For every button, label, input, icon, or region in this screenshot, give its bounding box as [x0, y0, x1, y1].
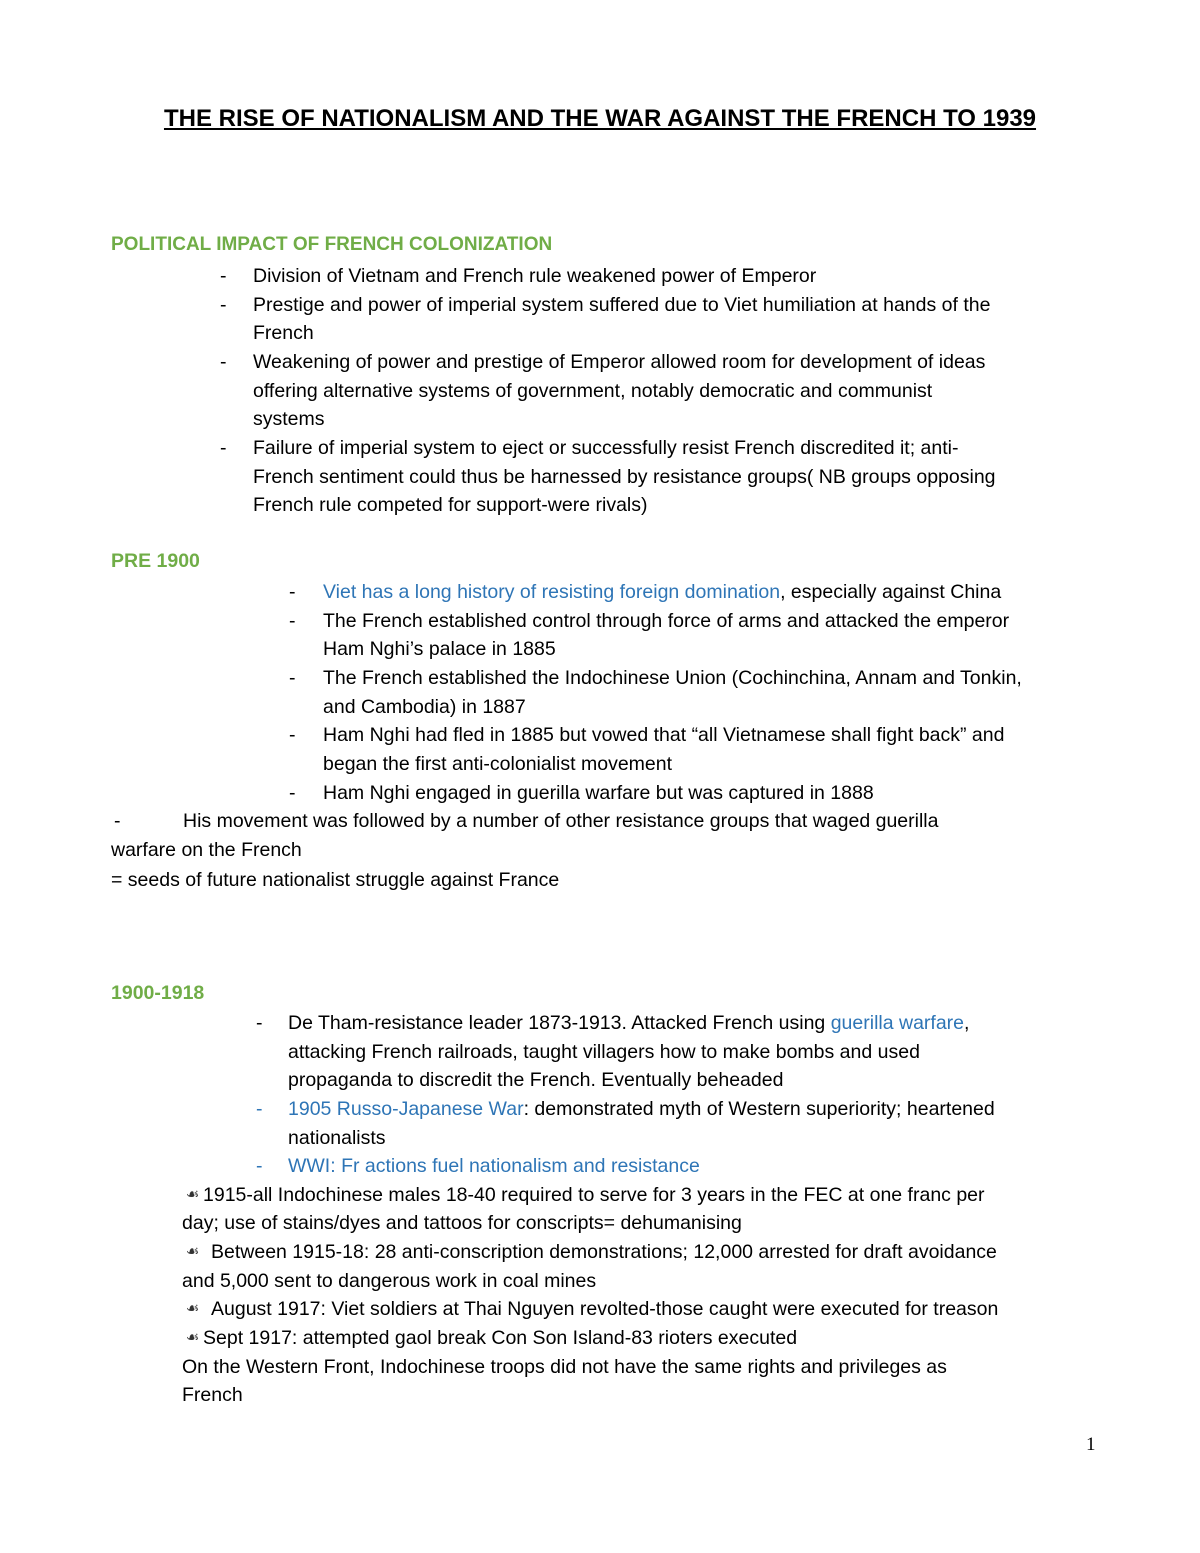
- section-heading-political: POLITICAL IMPACT OF FRENCH COLONIZATION: [111, 234, 553, 255]
- fleuron-icon: ☙: [186, 1186, 200, 1203]
- bullet-text-post: ,: [964, 1012, 970, 1034]
- bullet-text: offering alternative systems of government, notably democratic and communist: [253, 380, 933, 402]
- paragraph-text: French: [182, 1384, 243, 1406]
- bullet-text: Ham Nghi’s palace in 1885: [323, 638, 556, 660]
- bullet-text: attacking French railroads, taught villagers how to make bombs and used: [288, 1041, 920, 1063]
- bullet-dash: -: [256, 1098, 263, 1120]
- bullet-text: systems: [253, 408, 325, 430]
- bullet-text-rest: , especially against China: [780, 581, 1002, 603]
- bullet-text: [288, 1009, 969, 1038]
- link-text: guerilla warfare: [830, 1012, 965, 1034]
- bullet-text: August 1917: Viet soldiers at Thai Nguyen revolted-those caught were executed for treason: [211, 1298, 999, 1320]
- link-text: 1905 Russo-Japanese War: [288, 1098, 524, 1120]
- bullet-dash: -: [289, 724, 296, 746]
- bullet-text: Prestige and power of imperial system suffered due to Viet humiliation at hands of the: [253, 294, 991, 316]
- bullet-text: Division of Vietnam and French rule weakened power of Emperor: [253, 265, 817, 287]
- fleuron-icon: ☙: [186, 1300, 200, 1317]
- bullet-text: The French established the Indochinese Union (Cochinchina, Annam and Tonkin,: [323, 667, 1022, 689]
- bullet-dash: -: [289, 581, 296, 603]
- section-heading-1900-1918: 1900-1918: [111, 982, 205, 1004]
- bullet-text: 1915-all Indochinese males 18-40 required to serve for 3 years in the FEC at one franc per: [203, 1184, 985, 1206]
- page-number: 1: [1086, 1434, 1096, 1455]
- bullet-text: began the first anti-colonialist movement: [323, 753, 673, 775]
- document-title: THE RISE OF NATIONALISM AND THE WAR AGAINST THE FRENCH TO 1939: [163, 105, 1037, 132]
- bullet-text: Ham Nghi had fled in 1885 but vowed that “all Vietnamese shall fight back” and: [323, 724, 1005, 746]
- bullet-text: propaganda to discredit the French. Eventually beheaded: [288, 1069, 784, 1091]
- bullet-dash: -: [256, 1012, 263, 1034]
- bullet-dash: -: [289, 610, 296, 632]
- bullet-dash: -: [114, 810, 121, 832]
- bullet-text: and Cambodia) in 1887: [323, 696, 526, 718]
- paragraph-text: On the Western Front, Indochinese troops did not have the same rights and privileges as: [182, 1356, 947, 1378]
- bullet-text: day; use of stains/dyes and tattoos for conscripts= dehumanising: [182, 1212, 742, 1234]
- bullet-text: WWI: Fr actions fuel nationalism and resistance: [288, 1155, 700, 1177]
- bullet-text: nationalists: [288, 1127, 386, 1149]
- bullet-dash: -: [220, 294, 227, 316]
- fleuron-icon: ☙: [186, 1243, 200, 1260]
- bullet-dash: -: [256, 1155, 263, 1177]
- fleuron-icon: ☙: [186, 1329, 200, 1346]
- bullet-text: Ham Nghi engaged in guerilla warfare but was captured in 1888: [323, 782, 874, 804]
- link-text: Viet has a long history of resisting foreign domination: [323, 581, 781, 603]
- bullet-dash: -: [220, 351, 227, 373]
- bullet-text: Sept 1917: attempted gaol break Con Son Island-83 rioters executed: [203, 1327, 798, 1349]
- summary-text: = seeds of future nationalist struggle against France: [111, 869, 560, 891]
- bullet-text: warfare on the French: [111, 839, 302, 861]
- section-heading-pre1900: PRE 1900: [111, 550, 200, 572]
- bullet-text: and 5,000 sent to dangerous work in coal mines: [182, 1270, 597, 1292]
- bullet-dash: -: [220, 265, 227, 287]
- bullet-text: French rule competed for support-were rivals): [253, 494, 648, 516]
- bullet-text: Weakening of power and prestige of Emperor allowed room for development of ideas: [253, 351, 986, 373]
- bullet-text-pre: De Tham-resistance leader 1873-1913. Attacked French using: [288, 1012, 831, 1034]
- bullet-text: French sentiment could thus be harnessed by resistance groups( NB groups opposing: [253, 466, 996, 488]
- bullet-dash: -: [289, 667, 296, 689]
- bullet-text: Failure of imperial system to eject or successfully resist French discredited it; anti-: [253, 437, 959, 459]
- bullet-dash: -: [220, 437, 227, 459]
- bullet-text: French: [253, 322, 314, 344]
- bullet-text-rest: : demonstrated myth of Western superiority; heartened: [523, 1098, 995, 1120]
- bullet-text: [288, 1095, 995, 1124]
- bullet-text: [323, 578, 1001, 607]
- bullet-text: Between 1915-18: 28 anti-conscription demonstrations; 12,000 arrested for draft avoidance: [211, 1241, 997, 1263]
- bullet-dash: -: [289, 782, 296, 804]
- bullet-text: The French established control through force of arms and attacked the emperor: [323, 610, 1010, 632]
- bullet-text: His movement was followed by a number of other resistance groups that waged guerilla: [183, 810, 939, 832]
